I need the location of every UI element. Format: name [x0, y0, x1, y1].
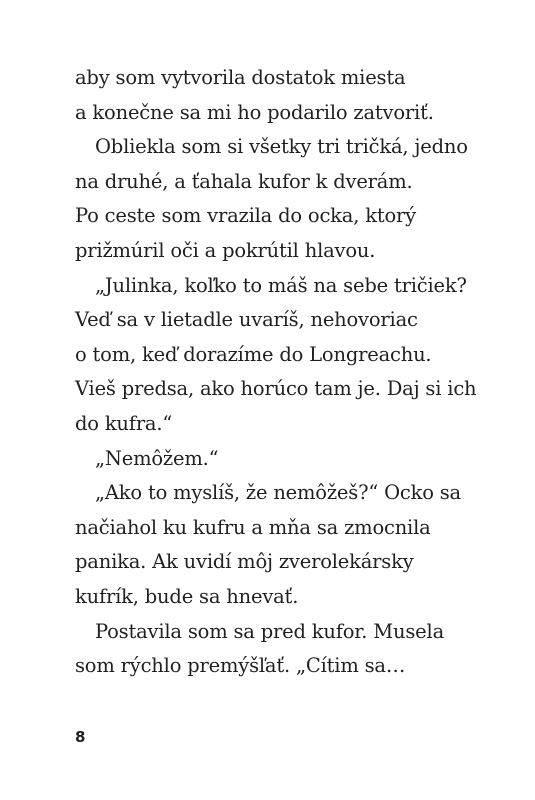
- text-line: „Ako to myslíš, že nemôžeš?“ Ocko sa: [95, 481, 461, 505]
- text-line: Vieš predsa, ako horúco tam je. Daj si ich: [75, 377, 477, 401]
- text-line: Veď sa v lietadle uvaríš, nehovoriac: [75, 308, 418, 332]
- text-line: som rýchlo premýšľať. „Cítim sa…: [75, 654, 406, 678]
- text-line: o tom, keď dorazíme do Longreachu.: [75, 342, 432, 366]
- text-line: a konečne sa mi ho podarilo zatvoriť.: [75, 100, 434, 124]
- page-number: 8: [75, 728, 86, 746]
- text-line: načiahol ku kufru a mňa sa zmocnila: [75, 515, 431, 539]
- text-line: panika. Ak uvidí môj zverolekársky: [75, 550, 414, 574]
- text-line: „Julinka, koľko to máš na sebe tričiek?: [95, 273, 467, 297]
- text-line: Po ceste som vrazila do ocka, ktorý: [75, 204, 416, 228]
- body-text: [75, 61, 475, 684]
- text-line: prižmúril oči a pokrútil hlavou.: [75, 238, 376, 262]
- text-line: Postavila som sa pred kufor. Musela: [95, 619, 444, 643]
- text-line: kufrík, bude sa hnevať.: [75, 584, 299, 608]
- text-line: Obliekla som si všetky tri tričká, jedno: [95, 135, 468, 159]
- text-line: „Nemôžem.“: [95, 446, 219, 470]
- text-line: do kufra.“: [75, 411, 173, 435]
- text-line: na druhé, a ťahala kufor k dverám.: [75, 169, 413, 193]
- text-line: aby som vytvorila dostatok miesta: [75, 66, 406, 89]
